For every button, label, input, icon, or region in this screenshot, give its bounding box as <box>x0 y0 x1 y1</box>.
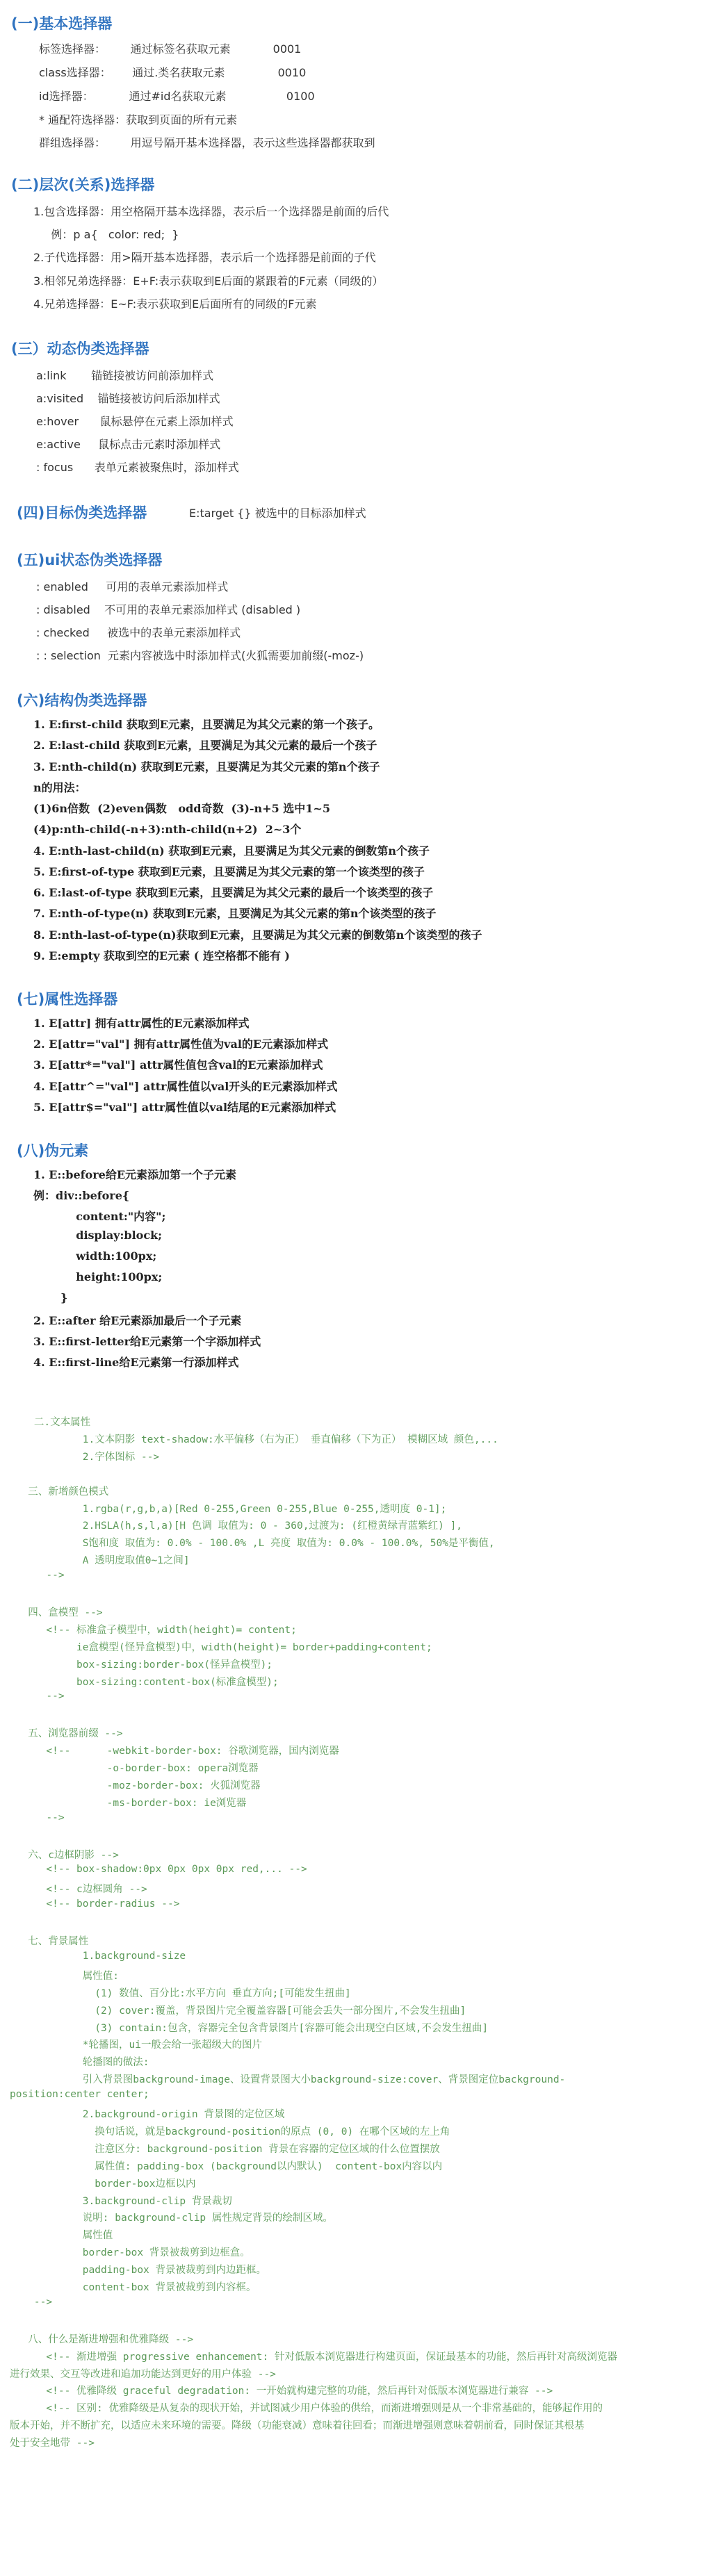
code-line: 2.字体图标 --> <box>10 1451 160 1463</box>
code-line: <!-- border-radius --> <box>10 1898 180 1910</box>
text-line: 3. E:nth-child(n) 获取到E元素，且要满足为其父元素的第n个孩子 <box>33 760 380 773</box>
code-line: ie盒模型(怪异盒模型)中，width(height)= border+padding+content; <box>10 1641 432 1653</box>
code-line: 进行效果、交互等改进和追加功能达到更好的用户体验 --> <box>10 2368 276 2380</box>
text-line: 2. E::after 给E元素添加最后一个子元素 <box>33 1314 242 1327</box>
section-title: (五)ui状态伪类选择器 <box>17 552 163 568</box>
text-line: width:100px; <box>33 1249 157 1263</box>
code-line: (3) contain:包含，容器完全包含背景图片[容器可能会出现空白区域,不会发生扭曲] <box>10 2022 489 2034</box>
code-line: 五、浏览器前缀 --> <box>10 1728 123 1740</box>
code-line: 七、背景属性 <box>10 1936 89 1947</box>
text-line: 3.相邻兄弟选择器：E+F:表示获取到E后面的紧跟着的F元素（同级的） <box>33 274 384 288</box>
text-line: * 通配符选择器：获取到页面的所有元素 <box>39 113 238 126</box>
code-line: box-sizing:border-box(怪异盒模型); <box>10 1659 273 1671</box>
code-line: -ms-border-box: ie浏览器 <box>10 1797 247 1809</box>
text-line: 9. E:empty 获取到空的E元素 ( 连空格都不能有 ) <box>33 949 290 962</box>
code-line: *轮播图，ui一般会给一张超级大的图片 <box>10 2040 262 2051</box>
text-line: 3. E::first-letter给E元素第一个字添加样式 <box>33 1335 261 1348</box>
section-title: (六)结构伪类选择器 <box>17 692 147 709</box>
text-line: } <box>33 1291 68 1304</box>
code-line: -o-border-box: opera浏览器 <box>10 1763 259 1774</box>
text-line: 3. E[attr*="val"] attr属性值包含val的E元素添加样式 <box>33 1058 323 1072</box>
code-line: padding-box 背景被裁剪到内边距框。 <box>10 2265 267 2276</box>
text-line: 5. E:first-of-type 获取到E元素，且要满足为其父元素的第一个该类型的孩子 <box>33 865 425 878</box>
code-line: 三、新增颜色模式 <box>10 1486 109 1498</box>
code-line: 引入背景图background-image、设置背景图大小background-size:cover、背景图定位background- <box>10 2074 566 2086</box>
section-title: (一)基本选择器 <box>11 15 113 32</box>
code-line: A 透明度取值0~1之间] <box>10 1555 190 1567</box>
code-line: border-box 背景被裁剪到边框盒。 <box>10 2247 250 2259</box>
text-line: 2.子代选择器：用>隔开基本选择器，表示后一个选择器是前面的子代 <box>33 251 376 264</box>
code-line: 二.文本属性 <box>10 1417 91 1428</box>
code-line: 属性值: <box>10 1970 119 1982</box>
text-line: 7. E:nth-of-type(n) 获取到E元素，且要满足为其父元素的第n个该类型的孩子 <box>33 907 437 920</box>
code-line: 2.background-origin 背景图的定位区域 <box>10 2109 285 2120</box>
text-line: 1.包含选择器：用空格隔开基本选择器，表示后一个选择器是前面的后代 <box>33 205 389 218</box>
code-line: 版本开始，并不断扩充，以适应未来环境的需要。降级（功能衰减）意味着往回看；而渐进增强则意味着朝前看，同时保证其根基 <box>10 2420 585 2432</box>
code-line: -moz-border-box: 火狐浏览器 <box>10 1780 261 1791</box>
text-line: content:"内容"; <box>33 1210 166 1223</box>
text-line: id选择器： 通过#id名获取元素 0100 <box>39 90 315 103</box>
code-line: (2) cover:覆盖，背景图片完全覆盖容器[可能会丢失一部分图片,不会发生扭曲] <box>10 2005 466 2017</box>
code-line: 四、盒模型 --> <box>10 1607 103 1618</box>
text-line: 4. E[attr^="val"] attr属性值以val开头的E元素添加样式 <box>33 1080 338 1093</box>
code-line: 1.rgba(r,g,b,a)[Red 0-255,Green 0-255,Blue 0-255,透明度 0-1]; <box>10 1503 447 1515</box>
text-line: e:active 鼠标点击元素时添加样式 <box>36 438 221 451</box>
text-line: display:block; <box>33 1229 163 1242</box>
text-line: (4)p:nth-child(-n+3):nth-child(n+2) 2~3个 <box>33 823 302 836</box>
text-line: 1. E:first-child 获取到E元素，且要满足为其父元素的第一个孩子。 <box>33 718 380 731</box>
text-line: 2. E:last-child 获取到E元素，且要满足为其父元素的最后一个孩子 <box>33 739 377 752</box>
section-title: (四)目标伪类选择器 <box>17 504 147 521</box>
code-line: <!-- 区别: 优雅降级是从复杂的现状开始，并试图减少用户体验的供给，而渐进增强则是从一个非常基础的，能够起作用的 <box>10 2403 603 2415</box>
code-line: <!-- box-shadow:0px 0px 0px 0px red,... --> <box>10 1864 307 1876</box>
code-line: <!-- 优雅降级 graceful degradation: 一开始就构建完整的功能，然后再针对低版本浏览器进行兼容 --> <box>10 2386 553 2397</box>
code-line: 2.HSLA(h,s,l,a)[H 色调 取值为: 0 - 360,过渡为: (红橙黄绿青蓝紫红) ], <box>10 1520 463 1532</box>
text-line: 4.兄弟选择器：E~F:表示获取到E后面所有的同级的F元素 <box>33 297 317 311</box>
text-line: : focus 表单元素被聚焦时，添加样式 <box>36 461 239 474</box>
text-line: (1)6n倍数 (2)even偶数 odd奇数 (3)-n+5 选中1~5 <box>33 802 330 815</box>
code-line: --> <box>10 2296 53 2308</box>
code-line: 处于安全地带 --> <box>10 2438 95 2450</box>
text-line: 标签选择器： 通过标签名获取元素 0001 <box>39 42 302 56</box>
code-line: --> <box>10 1812 65 1823</box>
text-line: n的用法： <box>33 781 86 794</box>
text-line: a:link 锚链接被访问前添加样式 <box>36 369 214 382</box>
code-line: <!-- 渐进增强 progressive enhancement: 针对低版本浏览器进行构建页面，保证最基本的功能，然后再针对高级浏览器 <box>10 2351 617 2363</box>
text-line: height:100px; <box>33 1270 163 1283</box>
code-line: box-sizing:content-box(标准盒模型); <box>10 1676 279 1688</box>
code-line: position:center center; <box>10 2089 149 2101</box>
code-line: 轮播图的做法: <box>10 2057 149 2069</box>
code-line: 六、c边框阴影 --> <box>10 1849 119 1861</box>
text-line: : checked 被选中的表单元素添加样式 <box>36 626 241 639</box>
code-line: <!-- -webkit-border-box: 谷歌浏览器，国内浏览器 <box>10 1746 339 1757</box>
text-line: E:target {} 被选中的目标添加样式 <box>189 507 366 520</box>
text-line: 1. E[attr] 拥有attr属性的E元素添加样式 <box>33 1017 250 1030</box>
section-title: (二)层次(关系)选择器 <box>11 177 155 193</box>
code-line: --> <box>10 1570 65 1582</box>
text-line: e:hover 鼠标悬停在元素上添加样式 <box>36 415 234 428</box>
code-line: content-box 背景被裁剪到内容框。 <box>10 2282 257 2293</box>
code-line: S饱和度 取值为: 0.0% - 100.0% ,L 亮度 取值为: 0.0% - 100.0%, 50%是平衡值, <box>10 1538 495 1550</box>
code-line: 注意区分: background-position 背景在容器的定位区域的什么位置摆放 <box>10 2143 440 2155</box>
code-line: 换句话说，就是background-position的原点 (0, 0) 在哪个区域的左上角 <box>10 2126 450 2138</box>
code-line: (1) 数值、百分比:水平方向 垂直方向;[可能发生扭曲] <box>10 1987 351 1999</box>
text-line: 例：p a{ color: red; } <box>33 228 179 241</box>
section-title: (七)属性选择器 <box>17 991 118 1008</box>
code-line: border-box边框以内 <box>10 2178 196 2190</box>
text-line: 6. E:last-of-type 获取到E元素，且要满足为其父元素的最后一个该类型的孩子 <box>33 886 434 899</box>
text-line: 8. E:nth-last-of-type(n)获取到E元素，且要满足为其父元素的倒数第n个该类型的孩子 <box>33 928 482 942</box>
text-line: 4. E:nth-last-child(n) 获取到E元素，且要满足为其父元素的倒数第n个孩子 <box>33 844 430 858</box>
code-line: 3.background-clip 背景裁切 <box>10 2195 232 2207</box>
text-line: 5. E[attr$="val"] attr属性值以val结尾的E元素添加样式 <box>33 1101 336 1114</box>
text-line: 群组选择器： 用逗号隔开基本选择器，表示这些选择器都获取到 <box>39 136 375 149</box>
text-line: class选择器： 通过.类名获取元素 0010 <box>39 66 307 79</box>
code-line: <!-- 标准盒子模型中，width(height)= content; <box>10 1624 297 1636</box>
code-line: 1.文本阴影 text-shadow:水平偏移（右为正） 垂直偏移（下为正） 模糊区域 颜色,... <box>10 1434 498 1445</box>
code-line: 说明: background-clip 属性规定背景的绘制区域。 <box>10 2213 333 2224</box>
text-line: 2. E[attr="val"] 拥有attr属性值为val的E元素添加样式 <box>33 1037 329 1051</box>
code-line: 属性值: padding-box (background以内默认) content-box内容以内 <box>10 2160 443 2172</box>
text-line: : disabled 不可用的表单元素添加样式 (disabled ) <box>36 603 301 616</box>
code-line: <!-- c边框圆角 --> <box>10 1884 147 1896</box>
text-line: 4. E::first-line给E元素第一行添加样式 <box>33 1356 239 1369</box>
text-line: : : selection 元素内容被选中时添加样式(火狐需要加前缀(-moz-) <box>36 649 364 662</box>
code-line: 八、什么是渐进增强和优雅降级 --> <box>10 2333 194 2345</box>
section-title: (三）动态伪类选择器 <box>11 341 149 357</box>
code-line: 1.background-size <box>10 1950 186 1962</box>
code-line: 属性值 <box>10 2230 113 2242</box>
text-line: 1. E::before给E元素添加第一个子元素 <box>33 1168 237 1181</box>
section-title: (八)伪元素 <box>17 1142 89 1159</box>
text-line: 例：div::before{ <box>33 1189 130 1202</box>
code-line: --> <box>10 1691 65 1703</box>
text-line: a:visited 锚链接被访问后添加样式 <box>36 392 220 405</box>
text-line: : enabled 可用的表单元素添加样式 <box>36 580 229 593</box>
